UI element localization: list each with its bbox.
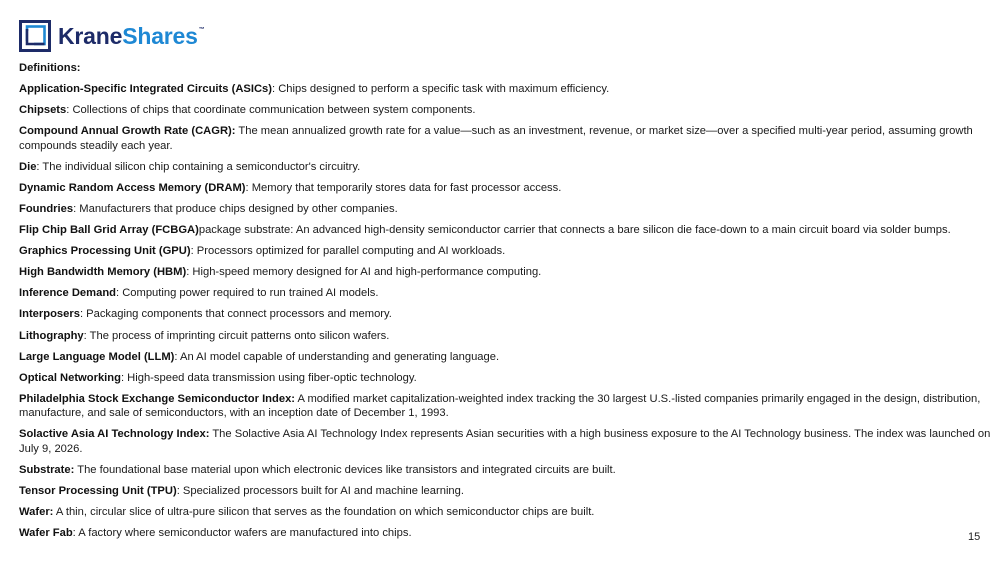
definition-text: The Solactive Asia AI Technology Index represents Asian securities with a high business exposure to the AI Technology business. The index was launched on July 9, 2026.: [19, 428, 991, 455]
definition-text: A modified market capitalization-weighted index tracking the 30 largest U.S.-listed companies primarily engaged in the design, distribution, manufacture, and sale of semiconductors, with an inception date of December 1, 1993.: [19, 392, 981, 420]
definition-text: : Processors optimized for parallel computing and AI workloads.: [190, 245, 506, 258]
definition-item: [19, 427, 994, 456]
definition-term: Solactive Asia AI Technology Index:: [19, 428, 210, 441]
definitions-heading: Definitions:: [19, 62, 81, 74]
definition-term: Wafer:: [19, 506, 54, 519]
definition-text: : High-speed memory designed for AI and high-performance computing.: [186, 266, 542, 279]
definition-item: [19, 265, 994, 280]
definition-term: High Bandwidth Memory (HBM): [19, 266, 187, 279]
definition-text: : Chips designed to perform a specific task with maximum efficiency.: [272, 83, 610, 95]
definitions-list: [19, 82, 994, 541]
definition-term: Chipsets: [19, 104, 67, 117]
definition-item: [19, 505, 994, 520]
definition-item: [19, 371, 994, 386]
definition-term: Application-Specific Integrated Circuits (ASICs): [19, 83, 272, 95]
definition-term: Dynamic Random Access Memory (DRAM): [19, 181, 246, 194]
definition-item: [19, 244, 994, 259]
definition-text: A thin, circular slice of ultra-pure silicon that serves as the foundation on which semiconductor chips are built.: [53, 506, 595, 519]
definition-item: [19, 223, 994, 238]
definition-term: Foundries: [19, 202, 74, 215]
definition-term: Large Language Model (LLM): [19, 350, 175, 363]
definition-item: [19, 181, 994, 196]
definition-text: : A factory where semiconductor wafers are manufactured into chips.: [72, 527, 412, 540]
definition-term: Substrate:: [19, 464, 75, 476]
definition-text: : Packaging components that connect processors and memory.: [79, 308, 392, 321]
definition-term: Interposers: [19, 308, 80, 321]
definition-text: : Manufacturers that produce chips designed by other companies.: [73, 202, 398, 215]
definition-item: [19, 124, 994, 153]
definition-item: [19, 463, 994, 478]
definition-item: [19, 202, 994, 217]
definition-text: The mean annualized growth rate for a value—such as an investment, revenue, or market size—over a specified multi-year period, assuming growth compounds steadily each year.: [19, 125, 973, 152]
definition-item: [19, 526, 994, 541]
definition-item: [19, 160, 994, 175]
definition-term: Wafer Fab: [19, 527, 73, 540]
definition-term: Lithography: [19, 329, 84, 342]
definition-text: : Collections of chips that coordinate communication between system components.: [66, 104, 476, 117]
brand-name-part2: Shares: [122, 22, 198, 49]
definition-item: [19, 329, 994, 344]
definition-term: Die: [19, 160, 37, 173]
definition-text: : The individual silicon chip containing a semiconductor's circuitry.: [36, 160, 361, 173]
definition-item: [19, 392, 994, 421]
definition-term: Philadelphia Stock Exchange Semiconductor Index:: [19, 392, 296, 405]
definition-text: : The process of imprinting circuit patterns onto silicon wafers.: [83, 329, 390, 342]
definition-term: Inference Demand: [19, 287, 116, 300]
definition-term: Tensor Processing Unit (TPU): [19, 485, 177, 498]
kraneshares-logo: [19, 19, 205, 53]
definition-text: : Memory that temporarily stores data for fast processor access.: [245, 181, 562, 194]
brand-name-part1: Krane: [58, 22, 123, 49]
definition-text: : An AI model capable of understanding and generating language.: [174, 350, 500, 363]
definition-item: [19, 484, 994, 499]
definition-item: [19, 103, 994, 118]
definition-item: [19, 82, 994, 97]
definition-text: The foundational base material upon which electronic devices like transistors and integrated circuits are built.: [74, 464, 616, 476]
definition-item: [19, 307, 994, 322]
definition-text: : High-speed data transmission using fiber-optic technology.: [120, 371, 417, 384]
definition-text: package substrate: An advanced high-density semiconductor carrier that connects a bare silicon die face-down to a main circuit board via solder bumps.: [198, 224, 951, 237]
definition-text: : Computing power required to run trained AI models.: [116, 287, 379, 300]
definitions-section: [19, 61, 994, 547]
definition-term: Compound Annual Growth Rate (CAGR):: [19, 125, 236, 138]
definition-item: [19, 286, 994, 301]
brand-wordmark: [58, 22, 205, 49]
kraneshares-square-logo-icon: [19, 20, 51, 52]
definition-term: Graphics Processing Unit (GPU): [19, 245, 191, 258]
definition-term: Optical Networking: [19, 371, 121, 384]
definition-item: [19, 350, 994, 365]
definition-text: : Specialized processors built for AI and machine learning.: [176, 485, 464, 498]
page-number: 15: [968, 531, 981, 543]
trademark-symbol: ™: [198, 26, 205, 33]
definition-term: Flip Chip Ball Grid Array (FCBGA): [19, 224, 199, 237]
